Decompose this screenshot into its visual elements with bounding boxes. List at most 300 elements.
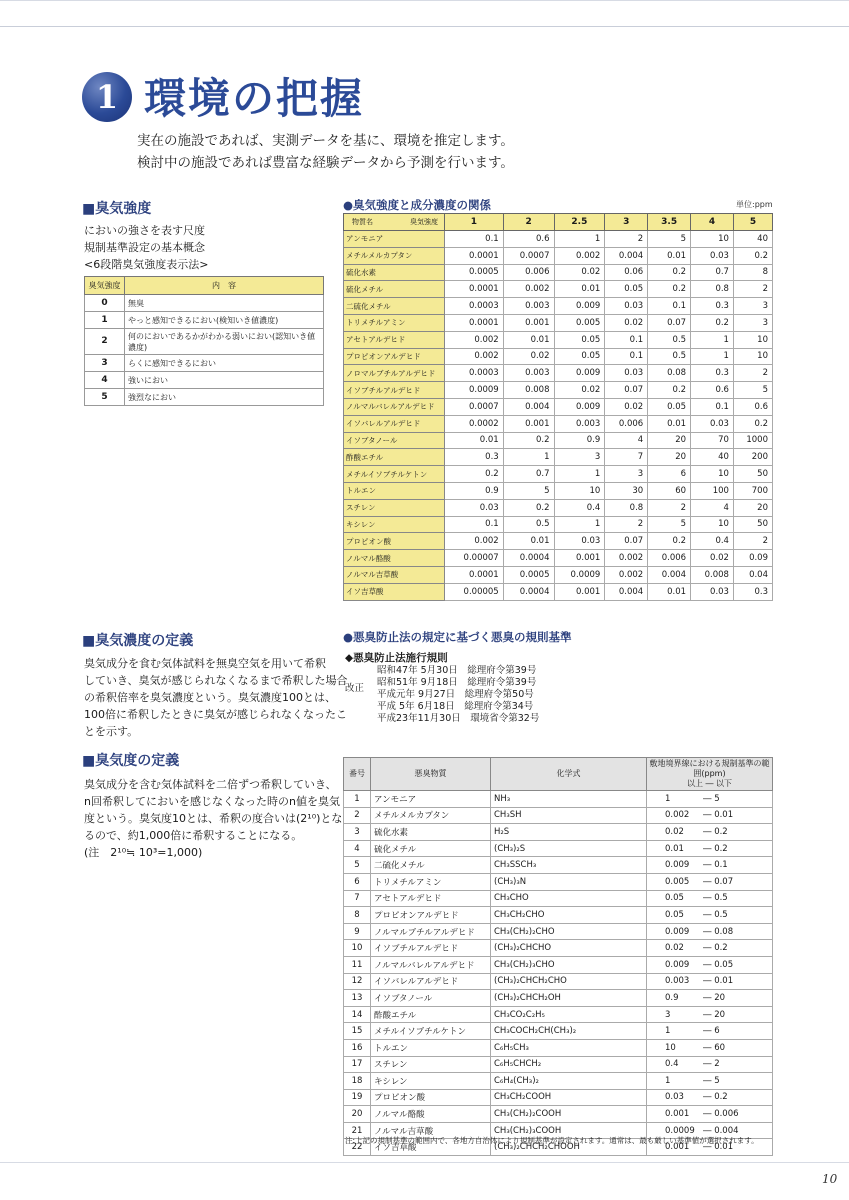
regulation-range xyxy=(647,990,773,1007)
concentration-value: 3 xyxy=(733,298,772,315)
row-number: 16 xyxy=(344,1039,371,1056)
odor-concentration-heading: ■臭気濃度の定義 xyxy=(82,633,194,649)
concentration-value: 0.01 xyxy=(648,247,691,264)
intensity-level: 0 xyxy=(85,295,125,312)
intensity-level: 5 xyxy=(85,389,125,406)
regulation-range xyxy=(647,1039,773,1056)
chemical-formula: H₂S xyxy=(491,824,647,841)
concentration-value: 3 xyxy=(554,449,605,466)
range-high: ― 0.2 xyxy=(703,943,728,954)
concentration-value: 7 xyxy=(605,449,648,466)
row-number: 19 xyxy=(344,1089,371,1106)
unit-label: 単位:ppm xyxy=(736,200,773,209)
text-line: るので、約1,000倍に希釈することになる。 xyxy=(84,829,303,842)
concentration-value: 4 xyxy=(605,432,648,449)
intensity-level: 2 xyxy=(85,329,125,355)
header-divider xyxy=(0,26,849,27)
concentration-value: 20 xyxy=(733,499,772,516)
row-number: 12 xyxy=(344,973,371,990)
chemical-formula: CH₃(CH₂)₃COOH xyxy=(491,1122,647,1139)
concentration-value: 0.7 xyxy=(503,466,554,483)
range-high: ― 0.07 xyxy=(703,876,734,887)
regulation-range xyxy=(647,1006,773,1023)
text-line: 度という。臭気度10とは、希釈の度合いは(2¹⁰)とな xyxy=(84,812,343,825)
concentration-value: 0.02 xyxy=(554,382,605,399)
concentration-value: 0.004 xyxy=(648,566,691,583)
table-row xyxy=(344,907,773,924)
text-line: n回希釈してにおいを感じなくなった時のn値を臭気 xyxy=(84,795,340,808)
substance-name: ノロマルブチルアルデヒド xyxy=(344,365,445,382)
row-number: 7 xyxy=(344,890,371,907)
concentration-value: 0.0002 xyxy=(445,415,504,432)
concentration-value: 0.0003 xyxy=(445,298,504,315)
concentration-value: 0.003 xyxy=(503,365,554,382)
range-low: 0.9 xyxy=(665,992,679,1003)
odor-degree-heading: ■臭気度の定義 xyxy=(82,753,180,769)
chemical-formula: CH₃COCH₂CH(CH₃)₂ xyxy=(491,1023,647,1040)
concentration-value: 3 xyxy=(605,466,648,483)
col-header: 内 容 xyxy=(125,277,324,295)
intensity-column-header: 3.5 xyxy=(648,214,691,231)
intensity-description: 無臭 xyxy=(125,295,324,312)
substance-name: スチレン xyxy=(344,499,445,516)
row-number: 5 xyxy=(344,857,371,874)
concentration-value: 0.4 xyxy=(554,499,605,516)
col-header: 悪臭物質 xyxy=(371,758,491,791)
col-header: 敷地境界線における規制基準の範囲(ppm) 以上 ― 以下 xyxy=(647,758,773,791)
concentration-value: 0.01 xyxy=(503,331,554,348)
range-low: 0.4 xyxy=(665,1059,679,1070)
range-low: 0.002 xyxy=(665,810,690,821)
intro-text xyxy=(137,130,514,174)
substance-name: 二硫化メチル xyxy=(371,857,491,874)
concentration-heading: ●臭気強度と成分濃度の関係 xyxy=(343,198,492,212)
text-line: とを示す。 xyxy=(84,725,139,738)
substance-name: イソブチルアルデヒド xyxy=(371,940,491,957)
concentration-value: 0.2 xyxy=(503,499,554,516)
concentration-value: 0.03 xyxy=(605,365,648,382)
range-low: 3 xyxy=(665,1009,671,1020)
concentration-value: 5 xyxy=(733,382,772,399)
concentration-value: 0.2 xyxy=(648,382,691,399)
range-high: ― 6 xyxy=(703,1026,720,1037)
table-row xyxy=(344,990,773,1007)
substance-name: ノルマルバレルアルデヒド xyxy=(344,398,445,415)
concentration-value: 10 xyxy=(691,231,734,248)
table-row xyxy=(344,1006,773,1023)
concentration-value: 0.2 xyxy=(691,314,734,331)
chemical-formula: (CH₃)₂CHCH₂CHO xyxy=(491,973,647,990)
intensity-column-header: 2 xyxy=(503,214,554,231)
table-row xyxy=(85,389,324,406)
concentration-value: 2 xyxy=(605,231,648,248)
concentration-value: 0.0001 xyxy=(445,314,504,331)
range-low: 0.005 xyxy=(665,876,690,887)
range-low: 0.05 xyxy=(665,893,684,904)
concentration-value: 0.2 xyxy=(503,432,554,449)
chemical-formula: (CH₃)₃N xyxy=(491,873,647,890)
range-high: ― 5 xyxy=(703,793,720,804)
substance-name: プロピオン酸 xyxy=(344,533,445,550)
concentration-value: 0.001 xyxy=(503,415,554,432)
concentration-value: 0.2 xyxy=(733,247,772,264)
concentration-value: 0.008 xyxy=(691,566,734,583)
page-title: 環境の把握 xyxy=(144,74,365,123)
substance-name: イソ吉草酸 xyxy=(344,583,445,600)
concentration-value: 0.03 xyxy=(554,533,605,550)
concentration-value: 0.2 xyxy=(648,264,691,281)
concentration-value: 0.0004 xyxy=(503,583,554,600)
table-row xyxy=(344,824,773,841)
range-low: 10 xyxy=(665,1042,676,1053)
concentration-value: 0.0005 xyxy=(445,264,504,281)
concentration-value: 0.002 xyxy=(503,281,554,298)
top-rule xyxy=(0,0,849,1)
regulation-range xyxy=(647,956,773,973)
substance-name: プロピオン酸 xyxy=(371,1089,491,1106)
row-number: 8 xyxy=(344,907,371,924)
law-subheading: ◆悪臭防止法施行規則 xyxy=(345,652,448,664)
substance-name: ノルマル吉草酸 xyxy=(344,566,445,583)
concentration-value: 5 xyxy=(648,231,691,248)
concentration-value: 0.2 xyxy=(733,415,772,432)
concentration-value: 200 xyxy=(733,449,772,466)
intensity-description: らくに感知できるにおい xyxy=(125,355,324,372)
table-row xyxy=(344,264,773,281)
intensity-heading: ■臭気強度 xyxy=(82,201,152,217)
range-low: 0.01 xyxy=(665,843,684,854)
concentration-value: 0.2 xyxy=(445,466,504,483)
concentration-value: 20 xyxy=(648,449,691,466)
table-row xyxy=(344,1073,773,1090)
range-high: ― 0.01 xyxy=(703,810,734,821)
concentration-value: 0.002 xyxy=(554,247,605,264)
law-amendment-item: 平成元年 9月27日 総理府令第50号 xyxy=(377,689,534,700)
concentration-value: 0.02 xyxy=(554,264,605,281)
concentration-value: 0.05 xyxy=(648,398,691,415)
chemical-formula: CH₃CH₂COOH xyxy=(491,1089,647,1106)
intensity-level: 4 xyxy=(85,372,125,389)
concentration-value: 0.004 xyxy=(605,247,648,264)
concentration-value: 0.02 xyxy=(503,348,554,365)
range-low: 0.001 xyxy=(665,1109,690,1120)
concentration-value: 0.03 xyxy=(691,583,734,600)
table-row xyxy=(344,348,773,365)
intensity-column-header: 3 xyxy=(605,214,648,231)
concentration-value: 6 xyxy=(648,466,691,483)
table-header-row xyxy=(344,214,773,231)
concentration-value: 0.002 xyxy=(445,348,504,365)
regulation-range xyxy=(647,1106,773,1123)
range-low: 0.02 xyxy=(665,943,684,954)
range-high: ― 0.08 xyxy=(703,926,734,937)
range-high: ― 0.5 xyxy=(703,909,728,920)
odor-concentration-text xyxy=(84,655,348,740)
regulation-range xyxy=(647,890,773,907)
concentration-value: 0.5 xyxy=(503,516,554,533)
substance-name: ノルマル酪酸 xyxy=(344,550,445,567)
substance-name: トルエン xyxy=(371,1039,491,1056)
concentration-value: 0.6 xyxy=(503,231,554,248)
concentration-value: 0.2 xyxy=(648,533,691,550)
concentration-value: 60 xyxy=(648,482,691,499)
table-row xyxy=(344,940,773,957)
concentration-value: 0.002 xyxy=(605,550,648,567)
text-line: 臭気成分を含む気体試料を二倍ずつ希釈していき、 xyxy=(84,778,337,791)
regulation-range xyxy=(647,1023,773,1040)
chemical-formula: NH₃ xyxy=(491,791,647,808)
substance-name: 酢酸エチル xyxy=(344,449,445,466)
range-low: 0.009 xyxy=(665,959,690,970)
range-low: 1 xyxy=(665,1026,671,1037)
concentration-value: 2 xyxy=(605,516,648,533)
chemical-formula: CH₃SSCH₃ xyxy=(491,857,647,874)
table-row xyxy=(344,365,773,382)
table-row xyxy=(344,466,773,483)
concentration-value: 0.1 xyxy=(445,516,504,533)
table-row xyxy=(344,499,773,516)
concentration-value: 2 xyxy=(733,365,772,382)
concentration-value: 0.3 xyxy=(733,583,772,600)
concentration-value: 700 xyxy=(733,482,772,499)
substance-name: アセトアルデヒド xyxy=(344,331,445,348)
concentration-value: 20 xyxy=(648,432,691,449)
concentration-value: 0.07 xyxy=(605,533,648,550)
concentration-value: 0.02 xyxy=(605,314,648,331)
row-number: 22 xyxy=(344,1139,371,1156)
regulation-range xyxy=(647,791,773,808)
concentration-value: 4 xyxy=(691,499,734,516)
law-amendment-item: 平成 5年 6月18日 総理府令第34号 xyxy=(377,701,534,712)
range-high: ― 60 xyxy=(703,1042,726,1053)
range-high: ― 5 xyxy=(703,1075,720,1086)
table-row xyxy=(344,398,773,415)
row-number: 15 xyxy=(344,1023,371,1040)
law-amendment-item: 平成23年11月30日 環境省令第32号 xyxy=(377,713,540,724)
concentration-value: 0.03 xyxy=(691,247,734,264)
chemical-formula: C₆H₄(CH₃)₂ xyxy=(491,1073,647,1090)
intensity-column-header: 5 xyxy=(733,214,772,231)
concentration-value: 30 xyxy=(605,482,648,499)
table-row xyxy=(344,247,773,264)
range-low: 0.003 xyxy=(665,976,690,987)
concentration-value: 50 xyxy=(733,516,772,533)
concentration-value: 2 xyxy=(733,533,772,550)
concentration-value: 0.002 xyxy=(605,566,648,583)
regulation-table xyxy=(343,757,773,1156)
table-row xyxy=(344,583,773,600)
concentration-value: 0.5 xyxy=(648,331,691,348)
concentration-value: 0.5 xyxy=(648,348,691,365)
concentration-value: 0.009 xyxy=(554,298,605,315)
chemical-formula: CH₃CHO xyxy=(491,890,647,907)
range-high: ― 2 xyxy=(703,1059,720,1070)
concentration-value: 1000 xyxy=(733,432,772,449)
concentration-value: 0.0009 xyxy=(445,382,504,399)
chemical-formula: C₆H₅CH₃ xyxy=(491,1039,647,1056)
concentration-value: 0.009 xyxy=(554,365,605,382)
concentration-value: 0.03 xyxy=(605,298,648,315)
substance-name: メチルメルカプタン xyxy=(344,247,445,264)
concentration-value: 1 xyxy=(503,449,554,466)
range-high: ― 0.2 xyxy=(703,826,728,837)
concentration-value: 1 xyxy=(691,348,734,365)
footer-divider xyxy=(0,1162,849,1163)
concentration-value: 0.2 xyxy=(648,281,691,298)
concentration-value: 0.001 xyxy=(554,550,605,567)
concentration-value: 0.0004 xyxy=(503,550,554,567)
substance-name: プロピオンアルデヒド xyxy=(371,907,491,924)
concentration-value: 40 xyxy=(691,449,734,466)
table-row xyxy=(344,791,773,808)
intro-line: 実在の施設であれば、実測データを基に、環境を推定します。 xyxy=(137,133,514,149)
concentration-value: 5 xyxy=(503,482,554,499)
substance-name: トリメチルアミン xyxy=(371,873,491,890)
intensity-description: やっと感知できるにおい(検知いき値濃度) xyxy=(125,312,324,329)
substance-name: イソブタノール xyxy=(344,432,445,449)
intensity-description: 何のにおいであるかがわかる弱いにおい(認知いき値濃度) xyxy=(125,329,324,355)
table-row xyxy=(344,1056,773,1073)
table-row xyxy=(344,890,773,907)
concentration-value: 0.01 xyxy=(445,432,504,449)
intensity-description: 強いにおい xyxy=(125,372,324,389)
substance-name: 二硫化メチル xyxy=(344,298,445,315)
text-line: の希釈倍率を臭気濃度という。臭気濃度100とは、 xyxy=(84,691,336,704)
row-number: 2 xyxy=(344,807,371,824)
concentration-value: 0.0003 xyxy=(445,365,504,382)
substance-name: イソ吉草酸 xyxy=(371,1139,491,1156)
substance-name: 硫化メチル xyxy=(371,840,491,857)
law-items xyxy=(377,665,539,725)
concentration-value: 0.8 xyxy=(605,499,648,516)
concentration-value: 0.0007 xyxy=(503,247,554,264)
concentration-value: 10 xyxy=(733,348,772,365)
row-number: 17 xyxy=(344,1056,371,1073)
section-number-badge: 1 xyxy=(82,72,132,122)
table-row xyxy=(344,1106,773,1123)
concentration-value: 0.005 xyxy=(554,314,605,331)
row-number: 3 xyxy=(344,824,371,841)
concentration-value: 0.05 xyxy=(605,281,648,298)
range-low: 0.05 xyxy=(665,909,684,920)
regulation-range xyxy=(647,973,773,990)
concentration-value: 0.9 xyxy=(554,432,605,449)
concentration-value: 0.1 xyxy=(691,398,734,415)
substance-name: トルエン xyxy=(344,482,445,499)
substance-name: プロピオンアルデヒド xyxy=(344,348,445,365)
col-header: 化学式 xyxy=(491,758,647,791)
range-low: 0.009 xyxy=(665,926,690,937)
concentration-value: 0.6 xyxy=(733,398,772,415)
concentration-value: 0.1 xyxy=(445,231,504,248)
substance-name: キシレン xyxy=(371,1073,491,1090)
substance-name: イソバレルアルデヒド xyxy=(344,415,445,432)
range-low: 0.02 xyxy=(665,826,684,837)
concentration-value: 0.03 xyxy=(445,499,504,516)
col-header: 臭気強度 xyxy=(85,277,125,295)
table-row xyxy=(344,956,773,973)
range-high: ― 0.05 xyxy=(703,959,734,970)
regulation-range xyxy=(647,857,773,874)
footnote: 注:上記の規制基準の範囲内で、各地方自治体により規制基準が設定されます。通常は、最も厳しい基準値が選択されます。 xyxy=(345,1136,759,1145)
table-row xyxy=(344,973,773,990)
chemical-formula: CH₃(CH₂)₃CHO xyxy=(491,956,647,973)
intensity-desc: においの強さを表す尺度 規制基準設定の基本概念 <6段階臭気強度表示法> xyxy=(84,224,209,271)
concentration-value: 1 xyxy=(554,516,605,533)
table-row xyxy=(344,432,773,449)
concentration-value: 0.004 xyxy=(605,583,648,600)
concentration-value: 0.3 xyxy=(691,365,734,382)
table-row xyxy=(344,807,773,824)
concentration-value: 10 xyxy=(691,516,734,533)
substance-name: ノルマルバレルアルデヒド xyxy=(371,956,491,973)
amend-label: 改正 xyxy=(345,683,365,694)
intensity-level: 3 xyxy=(85,355,125,372)
concentration-value: 0.001 xyxy=(503,314,554,331)
substance-name: 酢酸エチル xyxy=(371,1006,491,1023)
regulation-range xyxy=(647,873,773,890)
range-high: ― 0.004 xyxy=(703,1125,739,1136)
corner-header: 物質名 臭気強度 xyxy=(344,214,445,231)
odor-degree-text xyxy=(84,776,342,861)
substance-name: トリメチルアミン xyxy=(344,314,445,331)
concentration-value: 0.1 xyxy=(605,348,648,365)
table-row xyxy=(344,314,773,331)
substance-name: キシレン xyxy=(344,516,445,533)
substance-name: アンモニア xyxy=(344,231,445,248)
table-row xyxy=(85,329,324,355)
concentration-value: 5 xyxy=(648,516,691,533)
range-high: ― 20 xyxy=(703,992,726,1003)
concentration-value: 0.002 xyxy=(445,533,504,550)
substance-name: ノルマルブチルアルデヒド xyxy=(371,923,491,940)
concentration-value: 0.3 xyxy=(691,298,734,315)
range-low: 1 xyxy=(665,1075,671,1086)
substance-name: メチルメルカプタン xyxy=(371,807,491,824)
concentration-value: 0.06 xyxy=(605,264,648,281)
text-line: 100倍に希釈したときに臭気が感じられなくなったこ xyxy=(84,708,347,721)
concentration-value: 70 xyxy=(691,432,734,449)
substance-name: 硫化メチル xyxy=(344,281,445,298)
regulation-range xyxy=(647,807,773,824)
table-row xyxy=(85,372,324,389)
law-amendment-item: 昭和51年 9月18日 総理府令第39号 xyxy=(377,677,537,688)
row-number: 11 xyxy=(344,956,371,973)
concentration-value: 0.1 xyxy=(605,331,648,348)
concentration-value: 0.09 xyxy=(733,550,772,567)
chemical-formula: CH₃CO₂C₂H₅ xyxy=(491,1006,647,1023)
concentration-value: 10 xyxy=(691,466,734,483)
row-number: 18 xyxy=(344,1073,371,1090)
intro-line: 検討中の施設であれば豊富な経験データから予測を行います。 xyxy=(137,155,514,171)
substance-name: スチレン xyxy=(371,1056,491,1073)
range-low: 0.03 xyxy=(665,1092,684,1103)
row-number: 4 xyxy=(344,840,371,857)
concentration-value: 100 xyxy=(691,482,734,499)
row-number: 9 xyxy=(344,923,371,940)
concentration-value: 0.006 xyxy=(648,550,691,567)
concentration-value: 0.009 xyxy=(554,398,605,415)
concentration-value: 0.9 xyxy=(445,482,504,499)
concentration-value: 0.003 xyxy=(503,298,554,315)
table-row xyxy=(85,295,324,312)
range-high: ― 0.01 xyxy=(703,976,734,987)
chemical-formula: CH₃SH xyxy=(491,807,647,824)
text-line: 臭気成分を食む気体試料を無臭空気を用いて希釈 xyxy=(84,657,326,670)
concentration-value: 0.003 xyxy=(554,415,605,432)
concentration-value: 10 xyxy=(733,331,772,348)
concentration-value: 0.01 xyxy=(648,583,691,600)
